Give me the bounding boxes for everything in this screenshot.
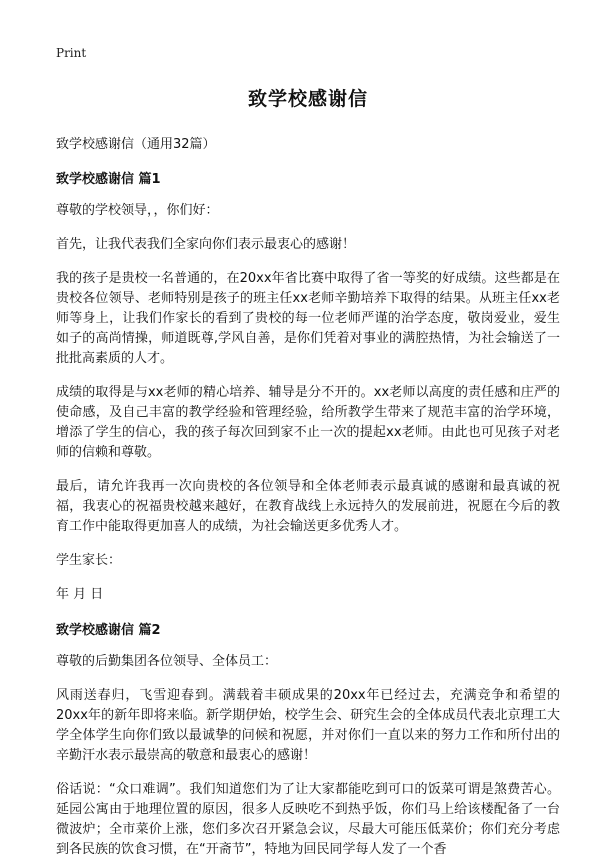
paragraph-2-1: 风雨送春归，飞雪迎春到。满载着丰硕成果的20xx年已经过去，充满竞争和希望的20xx年的新年即将来临。新学期伊始，校学生会、研究生会的全体成员代表北京理工大学全体学生向你们致以最诚挚的问候和祝愿，并对你们一直以来的努力工作和所付出的辛勤汗水表示最崇高的敬意和最衷心的感谢！: [56, 688, 560, 763]
date-1: 年 月 日: [56, 587, 104, 602]
paragraph-1-4: 最后，请允许我再一次向贵校的各位领导和全体老师表示最真诚的感谢和最真诚的祝福，我衷心的祝福贵校越来越好，在教育战线上永远持久的发展前进，祝愿在今后的教育工作中能取得更加喜人的成绩，为社会输送更多优秀人才。: [56, 479, 560, 534]
signature-1: 学生家长：: [56, 553, 122, 568]
paragraph-2-2: 俗话说：“众口难调”。我们知道您们为了让大家都能吃到可口的饭菜可谓是煞费苦心。延园公寓由于地理位置的原因，很多人反映吃不到热乎饭，你们马上给该楼配备了一台微波炉；全市菜价上涨，您们多次召开紧急会议，尽最大可能压低菜价；你们充分考虑到各民族的饮食习惯，在“开斋节”，特地为回民同学每人发了一个香: [56, 782, 560, 857]
section-heading-2: 致学校感谢信 篇2: [56, 623, 161, 638]
salutation-1: 尊敬的学校领导，，你们好：: [56, 203, 219, 218]
section-heading-1: 致学校感谢信 篇1: [56, 172, 161, 187]
print-link[interactable]: Print: [56, 46, 87, 60]
document-title: 致学校感谢信: [247, 88, 368, 110]
paragraph-1-2: 我的孩子是贵校一名普通的，在20xx年省比赛中取得了省一等奖的好成绩。这些都是在贵校各位领导、老师特别是孩子的班主任xx老师辛勤培养下取得的结果。从班主任xx老师等身上，让我们作家长的看到了贵校的每一位老师严谨的治学态度，敬岗爱业，爱生如子的高尚情操，师道既尊,学风自善，是你们凭着对事业的满腔热情，为社会输送了一批批高素质的人才。: [56, 271, 560, 366]
paragraph-1-1: 首先，让我代表我们全家向你们表示最衷心的感谢！: [56, 237, 356, 252]
salutation-2: 尊敬的后勤集团各位领导、全体员工：: [56, 654, 278, 669]
paragraph-1-3: 成绩的取得是与xx老师的精心培养、辅导是分不开的。xx老师以高度的责任感和庄严的使命感，及自己丰富的教学经验和管理经验，给所教学生带来了规范丰富的治学环境，增添了学生的信心，我的孩子每次回到家不止一次的提起xx老师。由此也可见孩子对老师的信赖和尊敬。: [56, 385, 560, 460]
document-subtitle: 致学校感谢信（通用32篇）: [56, 137, 216, 152]
